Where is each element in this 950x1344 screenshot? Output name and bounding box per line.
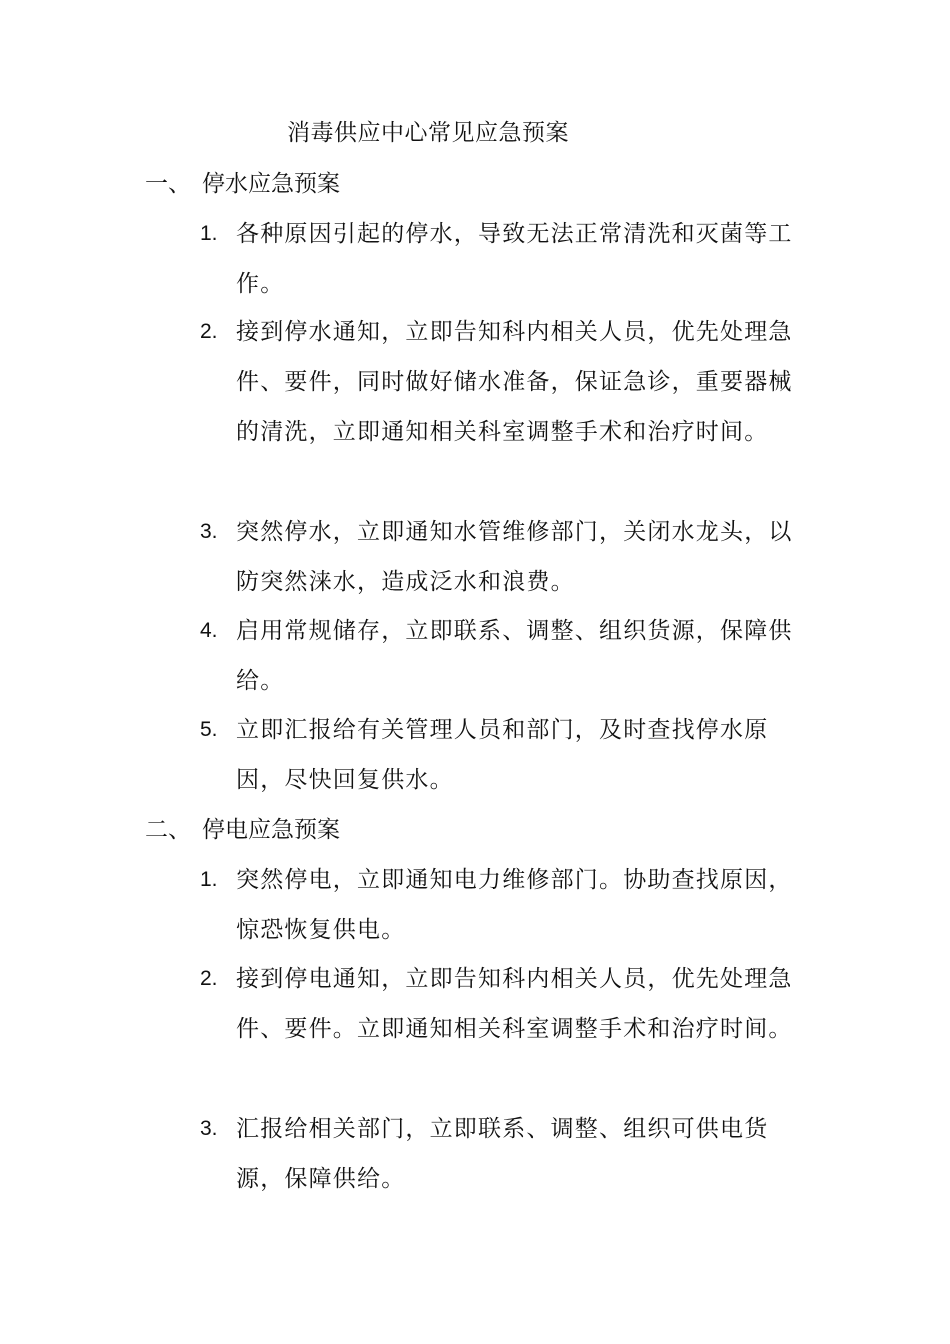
item-number: 1. <box>200 222 218 245</box>
list-item <box>200 1104 820 1204</box>
item-number: 2. <box>200 967 218 990</box>
item-text: 各种原因引起的停水，导致无法正常清洗和灭菌等工作。 <box>236 221 793 297</box>
item-number: 1. <box>200 868 218 891</box>
item-text: 突然停水，立即通知水管维修部门，关闭水龙头，以防突然涞水，造成泛水和浪费。 <box>236 519 793 595</box>
section-number: 二、 <box>145 817 191 843</box>
section-heading-water <box>145 167 340 201</box>
item-number: 3. <box>200 520 218 543</box>
document-title: 消毒供应中心常见应急预案 <box>287 120 569 146</box>
list-item <box>200 507 820 607</box>
section-title: 停电应急预案 <box>202 817 340 843</box>
item-number: 4. <box>200 619 218 642</box>
list-item <box>200 307 820 457</box>
item-text: 突然停电，立即通知电力维修部门。协助查找原因，惊恐恢复供电。 <box>236 867 793 943</box>
item-text: 汇报给相关部门，立即联系、调整、组织可供电货源，保障供给。 <box>236 1116 769 1192</box>
section-heading-power <box>145 813 340 847</box>
list-item <box>200 209 820 309</box>
list-item <box>200 855 820 955</box>
item-number: 5. <box>200 718 218 741</box>
item-text: 立即汇报给有关管理人员和部门，及时查找停水原因，尽快回复供水。 <box>236 717 769 793</box>
list-item <box>200 705 820 805</box>
section-number: 一、 <box>145 171 191 197</box>
item-number: 2. <box>200 320 218 343</box>
item-text: 接到停电通知，立即告知科内相关人员，优先处理急件、要件。立即通知相关科室调整手术和治疗时间。 <box>236 966 793 1042</box>
section-title: 停水应急预案 <box>202 171 340 197</box>
item-number: 3. <box>200 1117 218 1140</box>
list-item <box>200 954 820 1054</box>
list-item <box>200 606 820 706</box>
item-text: 接到停水通知，立即告知科内相关人员，优先处理急件、要件，同时做好储水准备，保证急诊，重要器械的清洗，立即通知相关科室调整手术和治疗时间。 <box>236 319 793 445</box>
item-text: 启用常规储存，立即联系、调整、组织货源，保障供给。 <box>236 618 793 694</box>
